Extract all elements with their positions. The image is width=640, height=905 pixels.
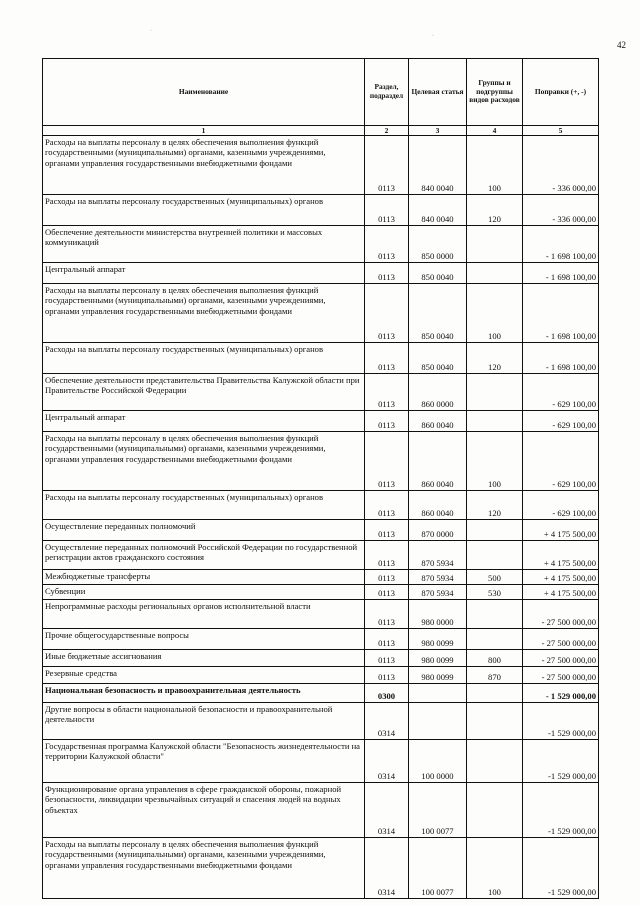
row-section: 0113 [365,541,409,570]
table-row [43,284,599,343]
row-name: Функционирование органа управления в сфере гражданской обороны, пожарной безопасности, ликвидации чрезвычайных ситуаций и спасения людей на водных объектах [43,783,365,838]
row-target: 860 0040 [409,411,467,432]
row-group [467,703,523,740]
row-group: 120 [467,491,523,520]
row-section: 0113 [365,629,409,650]
row-target: 870 0000 [409,520,467,541]
row-name: Расходы на выплаты персоналу в целях обеспечения выполнения функций государственными (муниципальными) органами, казенными учреждениями, органами управления государственными внебюджетными фондами [43,432,365,491]
row-section: 0113 [365,136,409,195]
row-group [467,740,523,783]
row-target: 850 0040 [409,343,467,374]
row-section: 0314 [365,838,409,899]
row-section: 0113 [365,195,409,226]
row-group [467,411,523,432]
row-section: 0113 [365,585,409,600]
table-row [43,570,599,585]
row-section: 0300 [365,684,409,703]
column-number: 3 [409,126,467,136]
row-group [467,263,523,284]
row-target: 980 0099 [409,629,467,650]
table-row [43,585,599,600]
row-group [467,541,523,570]
row-name: Другие вопросы в области национальной безопасности и правоохранительной деятельности [43,703,365,740]
row-amount: - 1 529 000,00 [523,684,599,703]
row-section: 0113 [365,343,409,374]
table-row [43,629,599,650]
row-section: 0113 [365,491,409,520]
row-amount: -1 529 000,00 [523,740,599,783]
row-name: Центральный аппарат [43,263,365,284]
row-amount: - 1 698 100,00 [523,343,599,374]
row-target: 860 0040 [409,491,467,520]
row-section: 0314 [365,740,409,783]
row-name: Осуществление переданных полномочий [43,520,365,541]
row-group: 120 [467,195,523,226]
column-number: 4 [467,126,523,136]
row-group: 100 [467,136,523,195]
row-amount: - 1 698 100,00 [523,226,599,263]
row-amount: -1 529 000,00 [523,703,599,740]
row-name: Обеспечение деятельности представительства Правительства Калужской области при Правительстве Российской Федерации [43,374,365,411]
header-group: Группы и подгруппы видов расходов [467,59,523,126]
row-name: Межбюджетные трансферты [43,570,365,585]
row-group [467,374,523,411]
table-row [43,411,599,432]
row-amount: -1 529 000,00 [523,838,599,899]
table-row [43,783,599,838]
table-row [43,263,599,284]
row-target: 100 0077 [409,838,467,899]
row-group [467,684,523,703]
column-number: 2 [365,126,409,136]
table-row [43,491,599,520]
row-name: Расходы на выплаты персоналу в целях обеспечения выполнения функций государственными (муниципальными) органами, казенными учреждениями, органами управления государственными внебюджетными фондами [43,284,365,343]
row-amount: - 1 698 100,00 [523,263,599,284]
row-group: 870 [467,667,523,684]
row-amount: + 4 175 500,00 [523,520,599,541]
table-row [43,374,599,411]
row-amount: - 336 000,00 [523,195,599,226]
row-section: 0113 [365,263,409,284]
row-amount: - 336 000,00 [523,136,599,195]
row-amount: - 27 500 000,00 [523,667,599,684]
row-group [467,600,523,629]
row-name: Расходы на выплаты персоналу в целях обеспечения выполнения функций государственными (муниципальными) органами, казенными учреждениями, органами управления государственными внебюджетными фондами [43,136,365,195]
row-section: 0314 [365,703,409,740]
row-target [409,703,467,740]
table-row [43,684,599,703]
row-section: 0113 [365,570,409,585]
row-target: 980 0099 [409,667,467,684]
table-row [43,600,599,629]
row-name: Непрограммные расходы региональных органов исполнительной власти [43,600,365,629]
row-amount: - 629 100,00 [523,491,599,520]
row-name: Субвенции [43,585,365,600]
table-row [43,226,599,263]
row-section: 0113 [365,667,409,684]
table-row [43,520,599,541]
row-name: Расходы на выплаты персоналу государственных (муниципальных) органов [43,491,365,520]
row-section: 0113 [365,650,409,667]
page-number: 42 [617,40,626,50]
row-section: 0113 [365,226,409,263]
row-name: Центральный аппарат [43,411,365,432]
row-amount: - 1 698 100,00 [523,284,599,343]
row-name: Резервные средства [43,667,365,684]
column-number: 1 [43,126,365,136]
row-name: Государственная программа Калужской области "Безопасность жизнедеятельности на территории Калужской области" [43,740,365,783]
row-target: 980 0000 [409,600,467,629]
row-group: 100 [467,284,523,343]
row-target: 870 5934 [409,541,467,570]
row-name: Национальная безопасность и правоохранительная деятельность [43,684,365,703]
row-target: 100 0000 [409,740,467,783]
row-target: 100 0077 [409,783,467,838]
row-name: Обеспечение деятельности министерства внутренней политики и массовых коммуникаций [43,226,365,263]
row-group [467,520,523,541]
header-amendment: Поправки (+, -) [523,59,599,126]
scan-speck: · [150,28,152,34]
row-group: 530 [467,585,523,600]
row-amount: -1 529 000,00 [523,783,599,838]
header-section: Раздел, подраздел [365,59,409,126]
table-row [43,838,599,899]
row-section: 0113 [365,411,409,432]
row-name: Прочие общегосударственные вопросы [43,629,365,650]
table-row [43,343,599,374]
row-section: 0113 [365,520,409,541]
table-row [43,703,599,740]
table-row [43,650,599,667]
table-row [43,740,599,783]
row-target: 840 0040 [409,195,467,226]
row-name: Расходы на выплаты персоналу в целях обеспечения выполнения функций государственными (муниципальными) органами, казенными учреждениями, органами управления государственными внебюджетными фондами [43,838,365,899]
row-target: 850 0000 [409,226,467,263]
row-section: 0113 [365,432,409,491]
row-amount: - 27 500 000,00 [523,600,599,629]
table-row [43,195,599,226]
row-target: 850 0040 [409,284,467,343]
header-target: Целевая статья [409,59,467,126]
budget-amendments-table [42,58,599,899]
row-name: Осуществление переданных полномочий Российской Федерации по государственной регистрации актов гражданского состояния [43,541,365,570]
row-group [467,629,523,650]
row-target: 870 5934 [409,585,467,600]
row-group: 100 [467,432,523,491]
row-amount: - 27 500 000,00 [523,629,599,650]
row-section: 0113 [365,284,409,343]
row-target [409,684,467,703]
row-amount: + 4 175 500,00 [523,541,599,570]
row-group: 800 [467,650,523,667]
table-row [43,541,599,570]
row-target: 860 0040 [409,432,467,491]
row-amount: - 629 100,00 [523,432,599,491]
row-amount: + 4 175 500,00 [523,585,599,600]
table-row [43,667,599,684]
row-group: 500 [467,570,523,585]
row-amount: - 629 100,00 [523,411,599,432]
row-amount: - 27 500 000,00 [523,650,599,667]
column-number: 5 [523,126,599,136]
row-group: 120 [467,343,523,374]
row-group [467,783,523,838]
row-section: 0314 [365,783,409,838]
row-name: Иные бюджетные ассигнования [43,650,365,667]
row-name: Расходы на выплаты персоналу государственных (муниципальных) органов [43,195,365,226]
table-row [43,432,599,491]
row-group [467,226,523,263]
table-row [43,136,599,195]
row-name: Расходы на выплаты персоналу государственных (муниципальных) органов [43,343,365,374]
row-section: 0113 [365,374,409,411]
row-target: 860 0000 [409,374,467,411]
column-numbers-row [43,126,599,136]
row-target: 840 0040 [409,136,467,195]
row-section: 0113 [365,600,409,629]
table-header-row [43,59,599,126]
row-amount: - 629 100,00 [523,374,599,411]
scan-speck: · [432,33,434,39]
row-target: 850 0040 [409,263,467,284]
header-name: Наименование [43,59,365,126]
row-group: 100 [467,838,523,899]
row-target: 980 0099 [409,650,467,667]
row-target: 870 5934 [409,570,467,585]
row-amount: + 4 175 500,00 [523,570,599,585]
